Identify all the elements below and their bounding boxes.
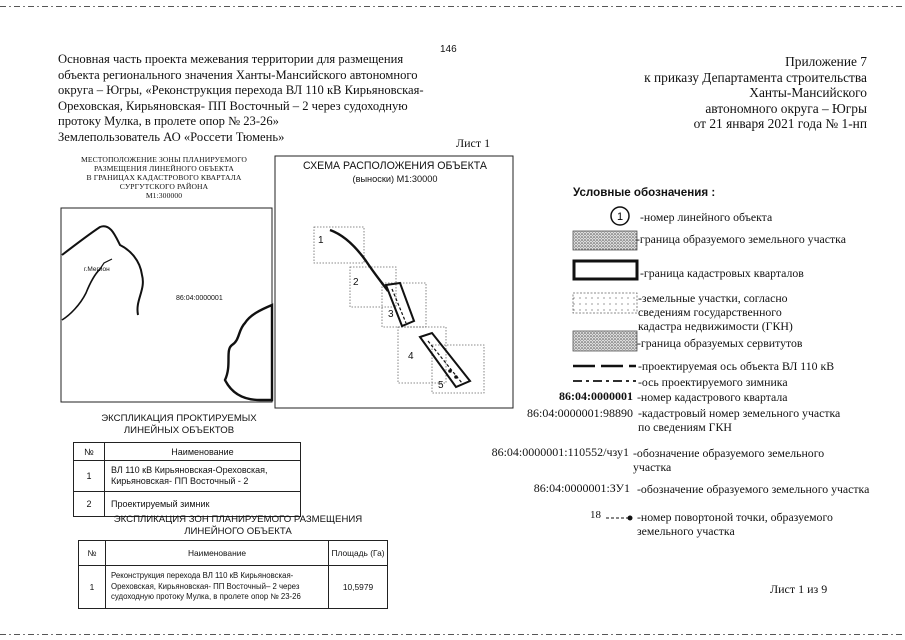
town-label: г.Мегион <box>84 266 110 273</box>
table2-header-num: № <box>79 541 106 566</box>
table1 <box>73 442 301 517</box>
table2-header-name: Наименование <box>106 541 329 566</box>
table2-caption <box>88 514 388 538</box>
left-overview-map <box>60 205 274 405</box>
header-left-line: Ореховская, Кирьяновская- ПП Восточный – 2 через судоходную <box>58 98 408 113</box>
left-map-title-line: В ГРАНИЦАХ КАДАСТРОВОГО КВАРТАЛА <box>86 173 242 182</box>
header-right-line: Приложение 7 <box>785 54 867 69</box>
turn-point <box>454 375 458 379</box>
table2-caption-line: ЭКСПЛИКАЦИЯ ЗОН ПЛАНИРУЕМОГО РАЗМЕЩЕНИЯ <box>113 514 363 525</box>
table2-header-row <box>79 541 388 566</box>
legend-object-number-symbol: 1 <box>616 211 624 223</box>
table1-cell-num: 2 <box>74 492 105 517</box>
left-map-title-line: МЕСТОПОЛОЖЕНИЕ ЗОНЫ ПЛАНИРУЕМОГО <box>80 155 247 164</box>
header-left-line: Землепользователь АО «Россети Тюмень» <box>58 129 285 144</box>
table2-caption-line: ЛИНЕЙНОГО ОБЪЕКТА <box>184 526 292 537</box>
legend-text-gkn-parcel: -земельные участки, согласно сведениям государственного кадастра недвижимости (ГКН) <box>638 291 793 333</box>
table2-header-area: Площадь (Га) <box>329 541 388 566</box>
table-row <box>74 461 301 492</box>
legend-cadastral-boundary-icon <box>574 261 637 279</box>
projected-axis-line <box>330 230 388 291</box>
callout-label-4: 4 <box>408 351 414 362</box>
scan-edge-bottom <box>0 634 905 635</box>
table1-cell-name: Проектируемый зимник <box>105 492 301 517</box>
turn-point <box>448 369 452 373</box>
legend-text-axis: -проектируемая ось объекта ВЛ 110 кВ <box>638 359 835 373</box>
legend-text-winter-road: -ось проектируемого зимника <box>638 375 788 389</box>
legend-text-turn-point: -номер повортоной точки, образуемого земельного участка <box>637 510 833 538</box>
table1-header-num: № <box>74 443 105 461</box>
legend-formed-parcel-icon <box>573 231 637 250</box>
table1-caption-line: ЛИНЕЙНЫХ ОБЪЕКТОВ <box>123 425 235 436</box>
overview-map-frame <box>61 208 272 402</box>
table1-caption <box>84 413 274 437</box>
legend-code-turn-point: 18 <box>590 509 601 521</box>
header-right-line: от 21 января 2021 года № 1-нп <box>693 116 867 132</box>
table2-cell-area: 10,5979 <box>329 566 388 609</box>
callout-label-5: 5 <box>438 380 444 391</box>
scheme-subtitle: (выноски) М1:30000 <box>352 174 438 184</box>
legend-text-object-number: -номер линейного объекта <box>640 210 773 224</box>
page-number: 146 <box>440 44 457 55</box>
scheme-title: СХЕМА РАСПОЛОЖЕНИЯ ОБЪЕКТА <box>303 160 487 172</box>
legend-text-cadastral-boundary: -граница кадастровых кварталов <box>640 266 804 280</box>
table2 <box>78 540 388 609</box>
header-left-line: Основная часть проекта межевания территории для размещения <box>58 52 404 66</box>
table-row <box>74 492 301 517</box>
header-left-line: объекта регионального значения Ханты-Мансийского автономного <box>58 67 418 82</box>
legend-text-chzu: -обозначение образуемого земельного участка <box>633 446 825 474</box>
header-left-line: протоку Мулка, в пролете опор № 23-26» <box>58 114 279 128</box>
left-map-title-line: СУРГУТСКОГО РАЙОНА <box>119 182 209 191</box>
callout-label-3: 3 <box>388 309 394 320</box>
scan-edge-top <box>0 6 905 7</box>
header-right-line: Ханты-Мансийского <box>749 85 867 101</box>
scheme-panel <box>274 155 514 410</box>
table2-cell-num: 1 <box>79 566 106 609</box>
legend-text-servitude: -граница образуемых сервитутов <box>637 336 803 350</box>
header-left-line: округа – Югры, «Реконструкция перехода ВЛ 110 кВ Кирьяновская- <box>58 83 424 97</box>
header-right-line: автономного округа – Югры <box>705 100 867 116</box>
table1-header-name: Наименование <box>105 443 301 461</box>
table1-cell-name: ВЛ 110 кВ Кирьяновская-Ореховская, Кирьяновская- ПП Восточный - 2 <box>105 461 301 492</box>
lake-shore <box>225 305 272 400</box>
legend-text-formed-parcel: -граница образуемого земельного участка <box>636 232 846 246</box>
parcel-5 <box>420 333 470 387</box>
header-left <box>58 52 458 145</box>
turn-point-icon <box>606 512 636 524</box>
legend-code-quarter: 86:04:0000001 <box>559 389 633 403</box>
header-right-line: к приказу Департамента строительства <box>644 69 867 85</box>
left-map-title-line: РАЗМЕЩЕНИЯ ЛИНЕЙНОГО ОБЪЕКТА <box>94 164 234 173</box>
table1-header-row <box>74 443 301 461</box>
legend-title: Условные обозначения : <box>573 186 716 199</box>
quarter-label: 86:04:0000001 <box>176 295 223 302</box>
legend-code-zu: 86:04:0000001:ЗУ1 <box>533 481 630 495</box>
river-branch <box>62 269 100 320</box>
callout-label-2: 2 <box>353 277 359 288</box>
scheme-frame <box>275 156 513 408</box>
legend-code-chzu: 86:04:0000001:110552/чзу1 <box>491 445 629 459</box>
table1-cell-num: 1 <box>74 461 105 492</box>
table1-caption-line: ЭКСПЛИКАЦИЯ ПРОКТИРУЕМЫХ <box>101 413 257 424</box>
table2-cell-name: Реконструкция перехода ВЛ 110 кВ Кирьяновская-Ореховская, Кирьяновская- ПП Восточный– 2 через судоходную протоку Мулка, в пролете опор № 23-26 <box>106 566 329 609</box>
legend-code-gkn: 86:04:0000001:98890 <box>526 406 633 420</box>
legend-text-zu: -обозначение образуемого земельного участка <box>637 482 870 496</box>
legend-gkn-parcel-icon <box>573 293 637 313</box>
left-map-title-line: М1:300000 <box>145 191 183 200</box>
sheet-label: Лист 1 <box>456 136 491 150</box>
table-row <box>79 566 388 609</box>
header-right <box>547 54 867 132</box>
legend-text-gkn: -кадастровый номер земельного участка по сведениям ГКН <box>638 406 841 434</box>
left-map-title <box>66 155 262 200</box>
legend-text-quarter: -номер кадастрового квартала <box>637 390 788 404</box>
footer-sheet-counter: Лист 1 из 9 <box>770 582 828 596</box>
callout-label-1: 1 <box>318 235 324 246</box>
legend-servitude-icon <box>573 331 637 351</box>
